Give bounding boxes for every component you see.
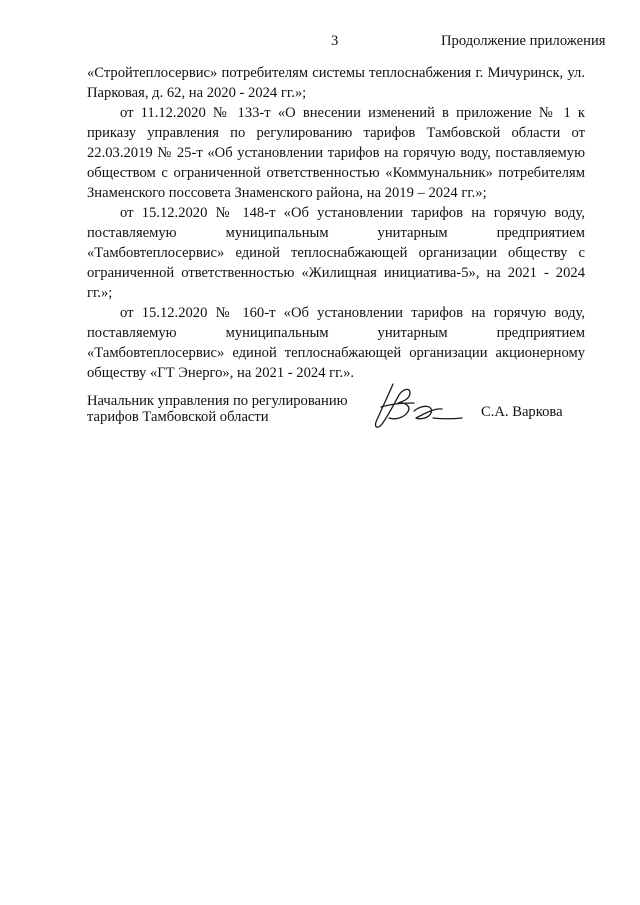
signatory-title-line: тарифов Тамбовской области <box>87 409 269 425</box>
paragraph-order-160: от 15.12.2020 № 160-т «Об установлении тарифов на горячую воду, поставляемую муниципальным унитарным предприятием «Тамбовтеплосервис» единой теплоснабжающей организации акционерному обществу «ГТ Энерго», на 2021 - 2024 гг.». <box>87 305 585 381</box>
page-number: 3 <box>331 33 339 49</box>
paragraph-continuation: «Стройтеплосервис» потребителям системы теплоснабжения г. Мичуринск, ул. Парковая, д. 62, на 2020 - 2024 гг.»; <box>87 65 585 101</box>
signatory-title <box>87 393 377 425</box>
paragraph-order-133: от 11.12.2020 № 133-т «О внесении изменений в приложение № 1 к приказу управления по регулированию тарифов Тамбовской области от 22.03.2019 № 25-т «Об установлении тарифов на горячую воду, поставляемую обществом с ограниченной ответственностью «Коммунальник» потребителям Знаменского поссовета Знаменского района, на 2019 – 2024 гг.»; <box>87 105 585 201</box>
signatory-title-line: Начальник управления по регулированию <box>87 393 348 409</box>
signer-name: С.А. Варкова <box>481 404 563 420</box>
continuation-header: Продолжение приложения <box>441 33 606 49</box>
handwritten-signature <box>372 378 472 434</box>
paragraph-order-148: от 15.12.2020 № 148-т «Об установлении тарифов на горячую воду, поставляемую муниципальным унитарным предприятием «Тамбовтеплосервис» единой теплоснабжающей организации обществу с ограниченной ответственностью «Жилищная инициатива-5», на 2021 - 2024 гг.»; <box>87 205 585 301</box>
document-body <box>87 63 585 383</box>
